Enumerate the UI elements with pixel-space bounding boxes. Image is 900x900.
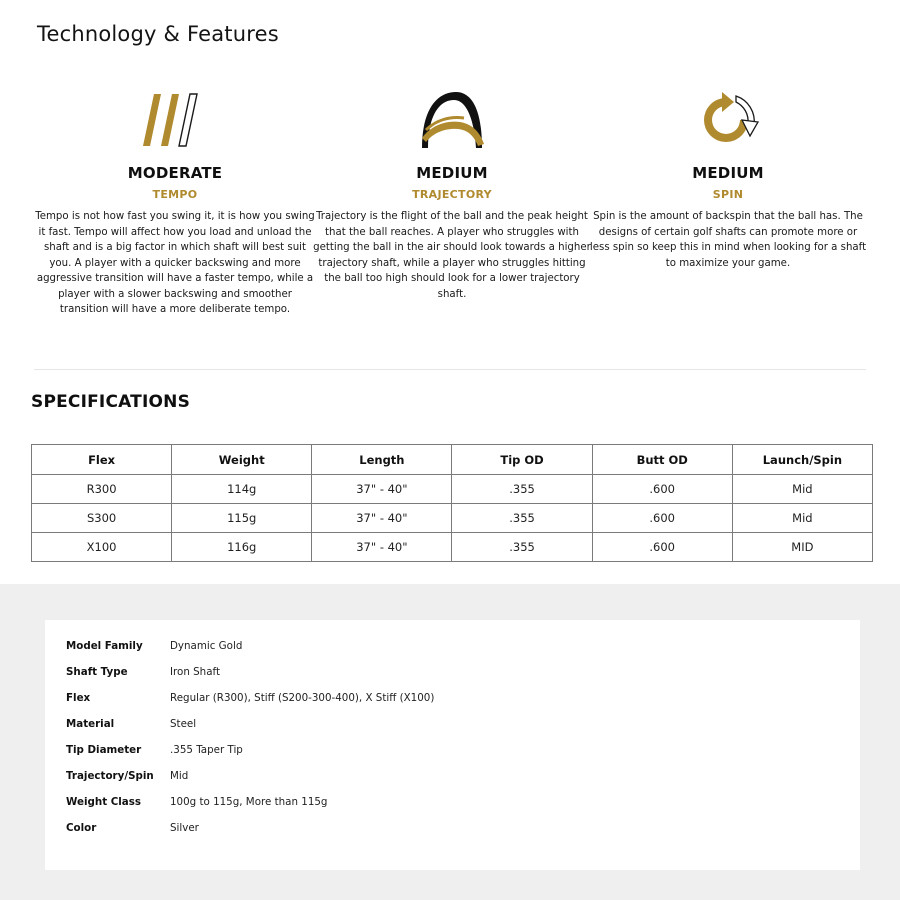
feature-description: Spin is the amount of backspin that the ball has. The designs of certain golf shafts can promote more or less spin so keep this in mind when looking for a shaft to maximize your game. (589, 211, 867, 269)
table-cell: X100 (32, 533, 172, 562)
detail-value: Silver (170, 822, 199, 834)
feature-description: Tempo is not how fast you swing it, it is how you swing it fast. Tempo will affect how you load and unload the shaft and is a big factor in which shaft will best suit you. A player with a quicker backswing and more aggressive transition will have a faster tempo, while a player with a slower backswing and smoother transition will have a more deliberate tempo. (35, 211, 315, 315)
table-header-row (32, 445, 873, 475)
table-cell: .600 (592, 533, 732, 562)
detail-label: Weight Class (66, 796, 142, 808)
column-header-length: Length (312, 445, 452, 475)
table-cell: Mid (732, 504, 872, 533)
table-cell: .600 (592, 475, 732, 504)
section-divider (34, 369, 866, 370)
spin-arrows-icon (588, 88, 868, 152)
detail-value: Iron Shaft (170, 666, 220, 678)
detail-label: Model Family (66, 640, 143, 652)
column-header-tip-od: Tip OD (452, 445, 592, 475)
table-cell: R300 (32, 475, 172, 504)
table-cell: 115g (172, 504, 312, 533)
table-cell: Mid (732, 475, 872, 504)
features-section (0, 88, 900, 358)
detail-label: Shaft Type (66, 666, 128, 678)
detail-label: Trajectory/Spin (66, 770, 154, 782)
feature-tempo (35, 88, 315, 318)
table-row (32, 475, 873, 504)
table-cell: .600 (592, 504, 732, 533)
detail-value: Steel (170, 718, 197, 730)
table-cell: 114g (172, 475, 312, 504)
feature-trajectory (312, 88, 592, 302)
specifications-title: SPECIFICATIONS (31, 392, 191, 412)
column-header-weight: Weight (172, 445, 312, 475)
page-title: Technology & Features (37, 22, 279, 46)
feature-rating: MEDIUM (416, 164, 488, 182)
specifications-table (31, 444, 873, 562)
detail-label: Material (66, 718, 115, 730)
column-header-launch-spin: Launch/Spin (732, 445, 872, 475)
detail-value: .355 Taper Tip (170, 744, 243, 756)
feature-category: TEMPO (152, 188, 198, 201)
table-cell: .355 (452, 504, 592, 533)
feature-rating: MODERATE (127, 164, 223, 182)
table-cell: 37" - 40" (312, 475, 452, 504)
table-cell: S300 (32, 504, 172, 533)
table-cell: .355 (452, 533, 592, 562)
tempo-slashes-icon (35, 88, 315, 152)
detail-label: Color (66, 822, 97, 834)
feature-category: TRAJECTORY (412, 188, 492, 201)
table-row (32, 504, 873, 533)
feature-rating: MEDIUM (692, 164, 764, 182)
table-cell: 37" - 40" (312, 533, 452, 562)
trajectory-arc-icon (312, 88, 592, 152)
column-header-flex: Flex (32, 445, 172, 475)
table-cell: MID (732, 533, 872, 562)
table-row (32, 533, 873, 562)
feature-description: Trajectory is the flight of the ball and the peak height that the ball reaches. A player who struggles with getting the ball in the air should look towards a higher trajectory shaft, while a player who struggles hitting the ball too high should look for a lower trajectory shaft. (313, 211, 591, 300)
detail-label: Flex (66, 692, 91, 704)
table-cell: .355 (452, 475, 592, 504)
column-header-butt-od: Butt OD (592, 445, 732, 475)
detail-value: 100g to 115g, More than 115g (170, 796, 328, 808)
details-card (45, 620, 860, 870)
table-cell: 116g (172, 533, 312, 562)
detail-value: Regular (R300), Stiff (S200-300-400), X Stiff (X100) (170, 692, 435, 704)
detail-label: Tip Diameter (66, 744, 142, 756)
detail-value: Mid (170, 770, 189, 782)
table-cell: 37" - 40" (312, 504, 452, 533)
detail-value: Dynamic Gold (170, 640, 243, 652)
feature-spin (588, 88, 868, 271)
feature-category: SPIN (712, 188, 744, 201)
